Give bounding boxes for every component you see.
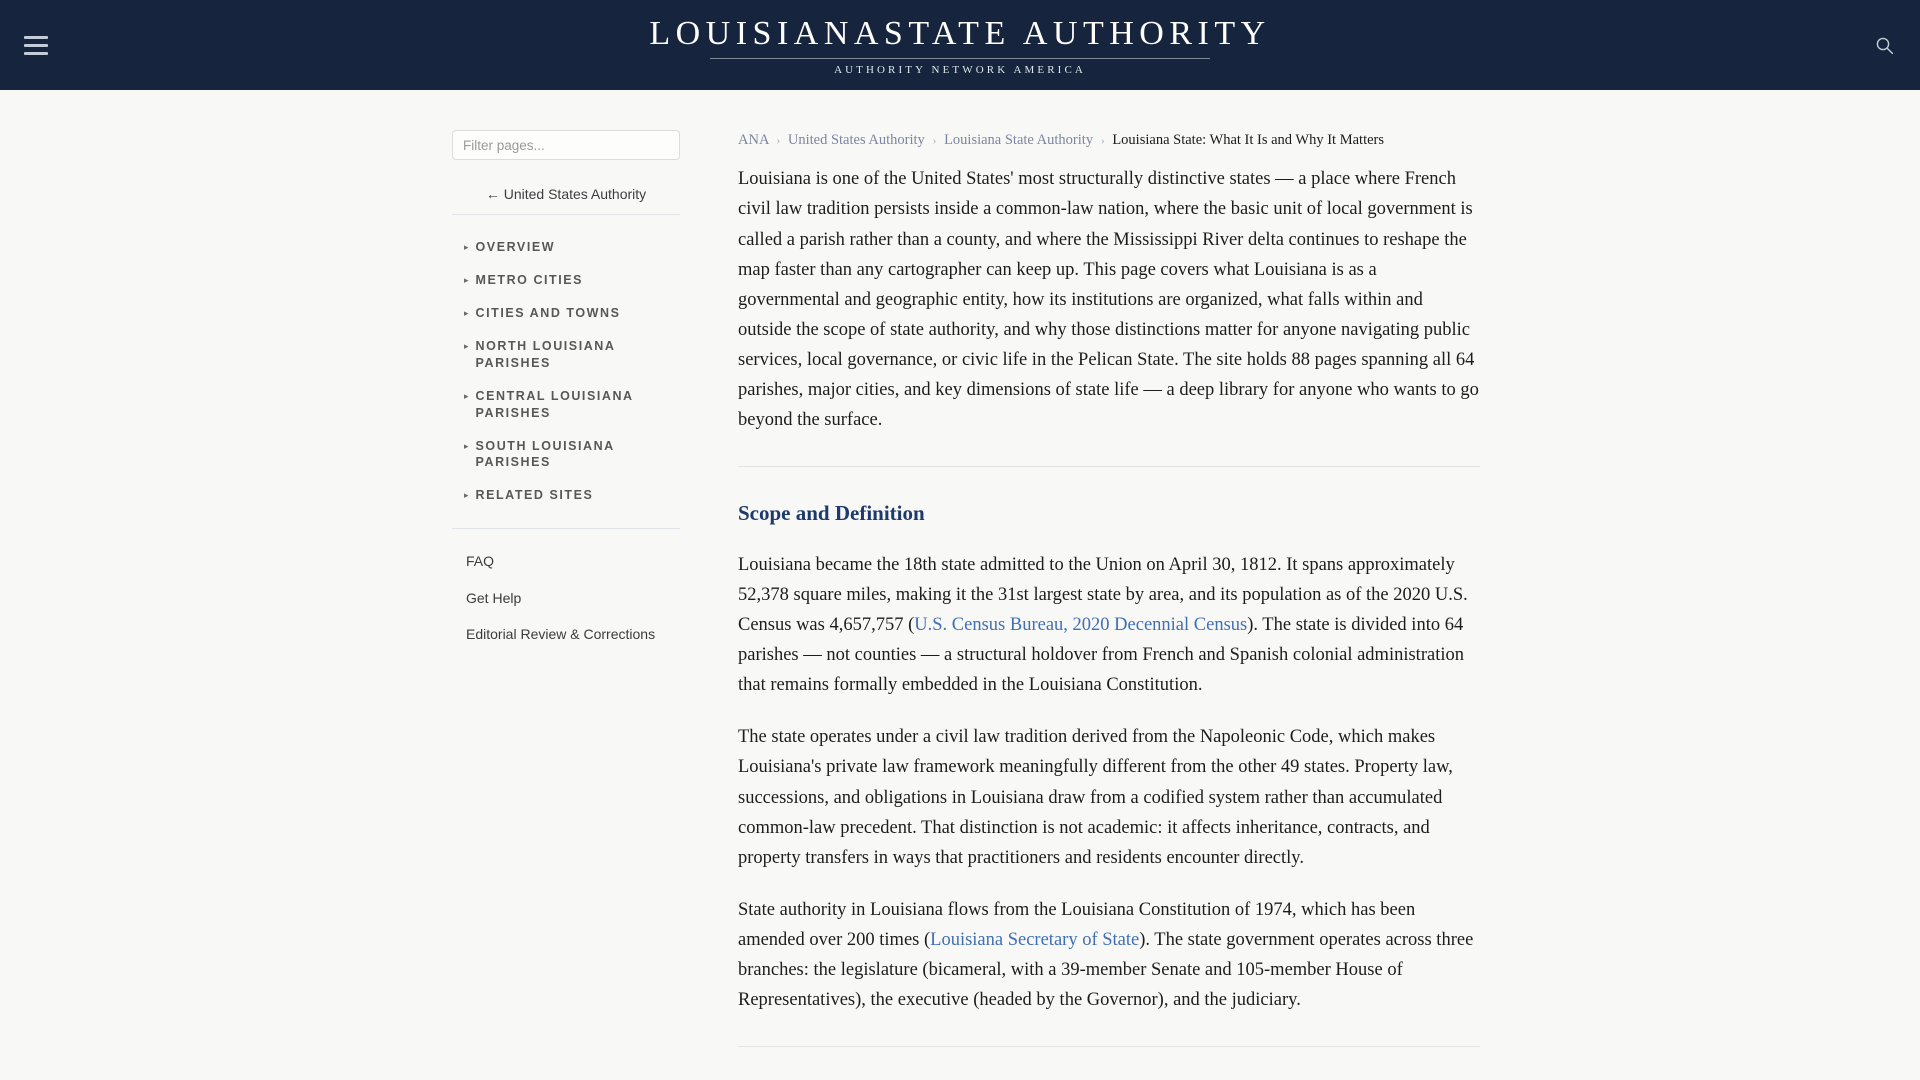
chevron-right-icon: ▸ [464,308,469,318]
breadcrumb-item-current: Louisiana State: What It Is and Why It Matters [1112,132,1385,148]
sidebar-group-metro-cities[interactable] [452,264,680,297]
sidebar-group-label: RELATED SITES [475,488,594,503]
search-icon [1875,36,1894,55]
sidebar-group-south-louisiana-parishes[interactable] [452,430,680,480]
sidebar-link-faq[interactable]: FAQ [466,553,495,570]
sidebar-link-get-help[interactable]: Get Help [466,589,522,606]
hamburger-icon-bar [24,36,48,39]
sidebar-divider [452,528,680,529]
breadcrumb [738,130,1480,150]
paragraph-text-part: State authority in Louisiana flows from the Louisiana Constitution of 1974, which has been amended over 200 times ( [738,899,1416,951]
site-header [0,0,1920,90]
breadcrumb-separator: › [1100,133,1105,147]
chevron-right-icon: ▸ [464,490,469,501]
paragraph-state-authority [738,895,1480,1016]
site-title: LOUISIANASTATE AUTHORITY [649,15,1271,53]
breadcrumb-item-united-states-authority[interactable]: United States Authority [787,132,925,148]
sidebar-group-overview[interactable] [452,231,680,264]
sidebar-divider [452,214,680,215]
sidebar-link-editorial-review[interactable]: Editorial Review & Corrections [466,625,656,642]
link-louisiana-secretary-of-state[interactable]: Louisiana Secretary of State [930,930,1140,951]
chevron-right-icon: ▸ [464,275,469,285]
paragraph-text-part: ). The state is divided into 64 parishes — not counties — a structural holdover from French and Spanish colonial administration that remains formally embedded in the Louisiana Constitution. [738,614,1464,696]
sidebar-group-label: NORTH LOUISIANA PARISHES [475,339,615,370]
sidebar-group-north-louisiana-parishes[interactable] [452,330,680,380]
paragraph-text-part: ). The state government operates across three branches: the legislature (bicameral, with a 39-member Senate and 105-member House of Representatives), the executive (headed by the Governor), and the judiciary. [738,930,1474,1011]
intro-paragraph: Louisiana is one of the United States' most structurally distinctive states — a place where French civil law tradition persists inside a common-law nation, where the basic unit of local government is called a parish rather than a county, and where the Mississippi River delta continues to reshape the map faster than any cartographer can keep up. This page covers what Louisiana is as a governmental and geographic entity, how its institutions are organized, what falls within and outside the scope of state authority, and why those distinctions matter for anyone navigating public services, local governance, or civic life in the Pelican State. The site holds 88 pages spanning all 64 parishes, major cities, and key dimensions of state life — a deep library for anyone who wants to go beyond the surface. [738,169,1479,431]
section-heading-scope-and-definition: Scope and Definition [738,500,925,525]
sidebar-group-label: METRO CITIES [475,273,584,287]
section-divider [738,466,1480,467]
paragraph-text-part: Louisiana became the 18th state admitted to the Union on April 30, 1812. It spans approximately 52,378 square miles, making it the 31st largest state by area, and its population as of the 2020 U.S. Census was 4,657,757 ( [738,554,1468,635]
sidebar-back-link[interactable]: ← United States Authority [485,186,647,202]
main-content [738,130,1480,1047]
search-button[interactable] [1864,25,1904,65]
breadcrumb-item-ana[interactable]: ANA [738,132,769,148]
chevron-right-icon: ▸ [464,390,469,401]
sidebar-group-label: CITIES AND TOWNS [475,306,621,320]
brand-divider [710,58,1210,59]
sidebar-group-label: OVERVIEW [475,240,556,254]
sidebar-group-central-louisiana-parishes[interactable] [452,380,680,430]
hamburger-icon-bar [24,44,48,47]
sidebar-group-related-sites[interactable] [452,479,680,512]
site-brand [649,14,1270,75]
sidebar [452,130,680,712]
breadcrumb-separator: › [932,133,937,147]
breadcrumb-separator: › [776,133,781,147]
hamburger-icon-bar [24,52,48,55]
chevron-right-icon: ▸ [464,242,469,252]
sidebar-group-label: SOUTH LOUISIANA PARISHES [475,438,615,470]
breadcrumb-item-louisiana-state-authority[interactable]: Louisiana State Authority [944,132,1094,148]
site-subtitle: AUTHORITY NETWORK AMERICA [834,63,1086,76]
chevron-right-icon: ▸ [464,440,469,451]
chevron-right-icon: ▸ [464,341,469,351]
hamburger-menu-button[interactable] [14,23,58,67]
sidebar-group-label: CENTRAL LOUISIANA PARISHES [475,388,634,420]
sidebar-group-cities-and-towns[interactable] [452,297,680,330]
paragraph-civil-law-tradition: The state operates under a civil law tradition derived from the Napoleonic Code, which makes Louisiana's private law framework meaningfully different from the other 49 states. Property law, successions, and obligations in Louisiana draw from a codified system rather than accumulated common-law precedent. That distinction is not academic: it affects inheritance, contracts, and property transfers in ways that practitioners and residents encounter directly. [738,727,1453,868]
link-census-bureau[interactable]: U.S. Census Bureau, 2020 Decennial Census [914,614,1248,635]
paragraph-scope-population [738,550,1480,701]
section-divider [738,1046,1480,1047]
filter-pages-input[interactable] [452,130,680,160]
page-body [0,90,1920,1047]
